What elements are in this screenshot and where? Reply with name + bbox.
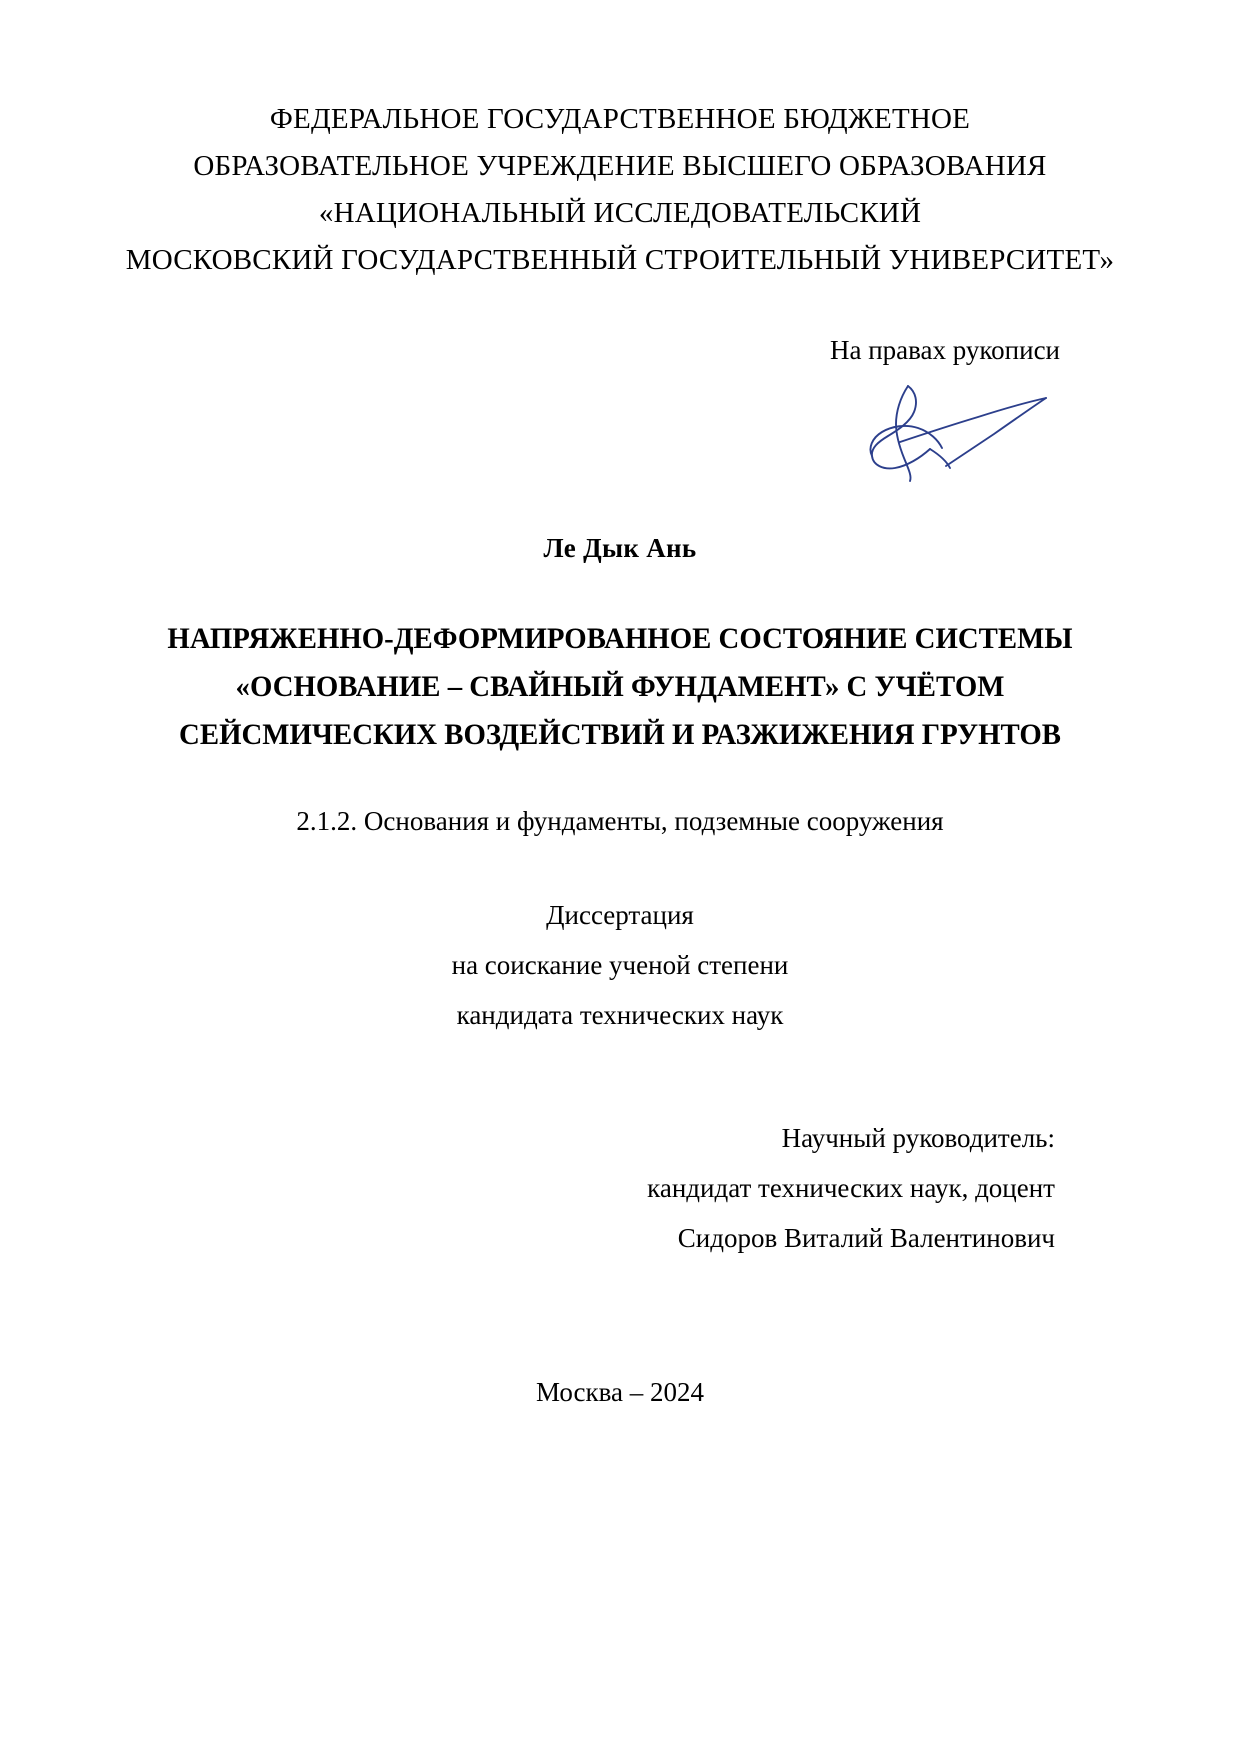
specialty-line: 2.1.2. Основания и фундаменты, подземные сооружения <box>296 806 944 836</box>
thesis-line-1: Диссертация <box>546 900 694 930</box>
thesis-line-2: на соискание ученой степени <box>451 950 789 980</box>
organization-line-4: МОСКОВСКИЙ ГОСУДАРСТВЕННЫЙ СТРОИТЕЛЬНЫЙ УНИВЕРСИТЕТ» <box>125 244 1115 276</box>
organization-header <box>110 96 1130 284</box>
title-line-2: «ОСНОВАНИЕ – СВАЙНЫЙ ФУНДАМЕНТ» С УЧЁТОМ <box>235 670 1005 703</box>
dissertation-title <box>120 615 1120 759</box>
author-name: Ле Дык Ань <box>543 533 697 563</box>
thesis-degree-block <box>0 890 1240 1040</box>
organization-line-1: ФЕДЕРАЛЬНОЕ ГОСУДАРСТВЕННОЕ БЮДЖЕТНОЕ <box>269 103 971 135</box>
organization-line-3: «НАЦИОНАЛЬНЫЙ ИССЛЕДОВАТЕЛЬСКИЙ <box>318 197 922 229</box>
manuscript-rights-note: На правах рукописи <box>829 335 1060 365</box>
title-line-1: НАПРЯЖЕННО-ДЕФОРМИРОВАННОЕ СОСТОЯНИЕ СИСТЕМЫ <box>167 622 1073 655</box>
organization-line-2: ОБРАЗОВАТЕЛЬНОЕ УЧРЕЖДЕНИЕ ВЫСШЕГО ОБРАЗОВАНИЯ <box>193 150 1047 182</box>
handwritten-signature <box>838 372 1068 484</box>
city-year: Москва – 2024 <box>536 1377 704 1407</box>
supervisor-name: Сидоров Виталий Валентинович <box>677 1223 1055 1253</box>
supervisor-block <box>0 1113 1055 1263</box>
supervisor-label: Научный руководитель: <box>781 1123 1055 1153</box>
title-line-3: СЕЙСМИЧЕСКИХ ВОЗДЕЙСТВИЙ И РАЗЖИЖЕНИЯ ГРУНТОВ <box>179 718 1061 751</box>
supervisor-degree: кандидат технических наук, доцент <box>647 1173 1055 1203</box>
thesis-line-3: кандидата технических наук <box>456 1000 784 1030</box>
